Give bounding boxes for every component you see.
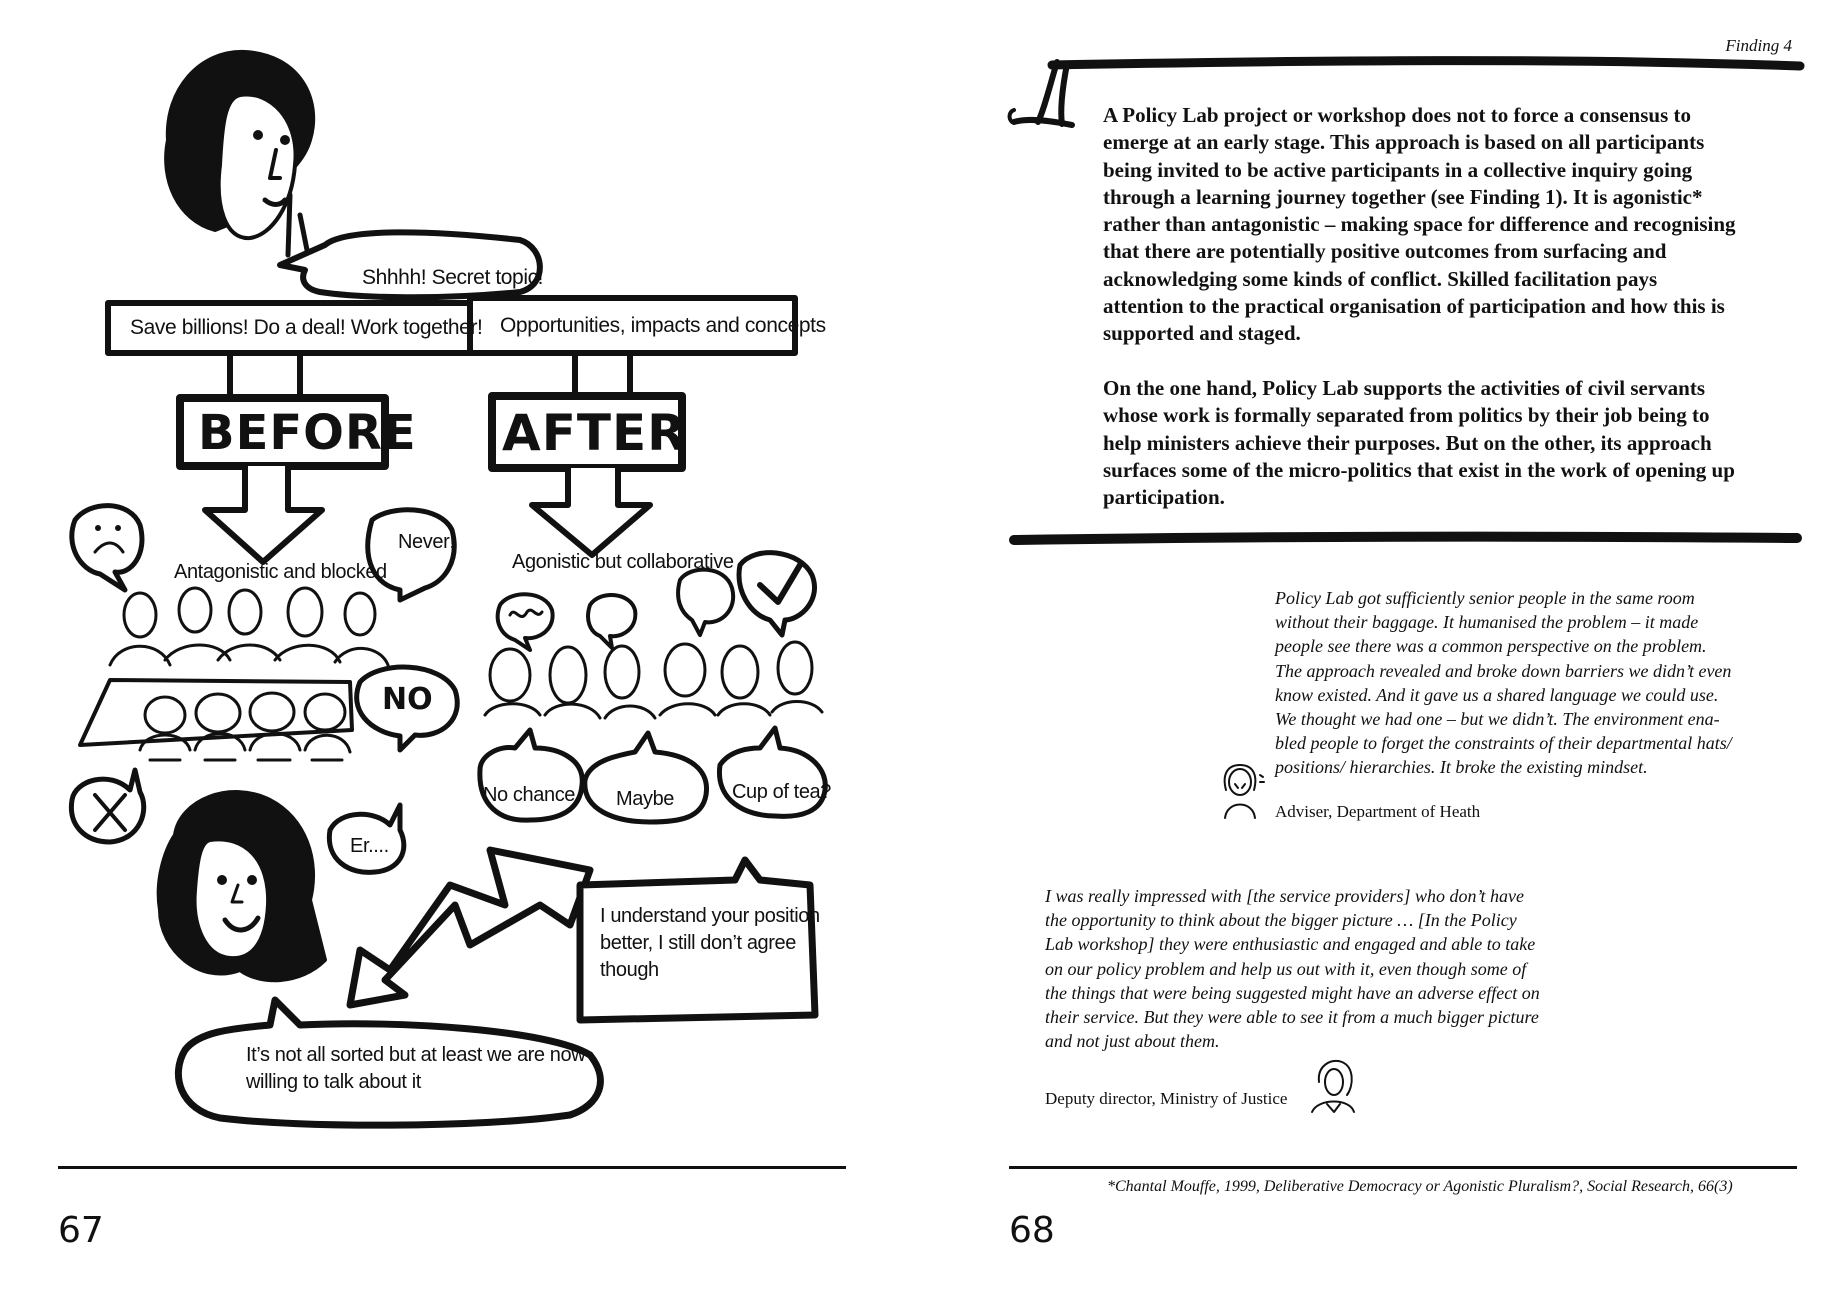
quote-line: bled people to forget the constraints of their departmental hats/ — [1275, 733, 1732, 754]
after-label: AFTER — [502, 404, 687, 462]
quote-line: people see there was a common perspective on the problem. — [1275, 636, 1707, 657]
quote-line: and not just about them. — [1045, 1031, 1220, 1052]
smile-bubble — [588, 595, 635, 648]
save-billions-label: Save billions! Do a deal! Work together! — [130, 316, 483, 339]
paragraph-2 — [1103, 375, 1735, 511]
quote-line: I was really impressed with [the service providers] who don’t have — [1045, 886, 1524, 906]
after-arrow — [532, 468, 650, 555]
text-line: A Policy Lab project or workshop does not to force a consensus to — [1103, 103, 1691, 127]
understand-line: I understand your position — [600, 905, 820, 927]
cup-of-tea-label: Cup of tea? — [732, 781, 832, 803]
text-line: whose work is formally separated from politics by their job being to — [1103, 403, 1710, 428]
antagonistic-label: Antagonistic and blocked — [174, 561, 387, 583]
no-chance-label: No chance — [483, 784, 576, 806]
right-page-rule — [1009, 1166, 1797, 1169]
quote-line: the opportunity to think about the bigger picture … [In the Policy — [1045, 910, 1517, 931]
text-line: attention to the practical organisation of participation and how this is — [1103, 294, 1725, 319]
shush-finger — [288, 195, 308, 255]
right-page-number: 68 — [1009, 1210, 1055, 1251]
before-label: BEFORE — [198, 405, 417, 461]
adviser-quote — [1275, 586, 1732, 780]
sad-bubble — [72, 506, 142, 590]
zigzag-arrow — [350, 850, 590, 1005]
quote-line: Lab workshop] they were enthusiastic and engaged and able to take — [1045, 934, 1536, 955]
before-arrow — [205, 466, 322, 562]
text-line: help ministers achieve their purposes. But on the other, its approach — [1103, 430, 1712, 455]
not-sorted-line: It’s not all sorted but at least we are now — [246, 1044, 586, 1066]
quote-line: We thought we had one – but we didn’t. The environment ena- — [1275, 709, 1720, 730]
footnote: *Chantal Mouffe, 1999, Deliberative Democracy or Agonistic Pluralism?, Social Research, 66(3) — [1107, 1178, 1733, 1195]
illustration — [0, 0, 922, 1297]
x-bubble — [71, 770, 143, 842]
happy-bubble — [678, 570, 733, 635]
text-line: acknowledging some kinds of conflict. Skilled facilitation pays — [1103, 266, 1658, 291]
agonistic-people — [490, 642, 812, 703]
text-line: being invited to be active participants in a collective inquiry going — [1103, 157, 1693, 182]
deputy-portrait-icon — [1312, 1061, 1354, 1112]
understand-line: though — [600, 959, 659, 981]
quote-line: Policy Lab got sufficiently senior people in the same room — [1275, 588, 1695, 608]
text-line: emerge at an early stage. This approach is based on all participants — [1103, 130, 1705, 155]
quote-line: positions/ hierarchies. It broke the existing mindset. — [1275, 757, 1648, 778]
bottom-woman-face — [195, 839, 269, 958]
no-label: NO — [382, 682, 433, 717]
squiggle-bubble — [498, 594, 553, 650]
text-line: rather than antagonistic – making space for difference and recognising — [1103, 212, 1736, 237]
not-sorted-text — [246, 1042, 585, 1096]
finding-header: Finding 4 — [1725, 36, 1792, 55]
quote-line: know existed. And it gave us a shared language we could use. — [1275, 684, 1719, 705]
never-label: Never! — [398, 531, 455, 553]
text-line: surfaces some of the micro-politics that exist in the work of opening up — [1103, 457, 1735, 482]
text-line: supported and staged. — [1103, 321, 1301, 346]
left-page-number: 67 — [58, 1210, 104, 1251]
text-line: participation. — [1103, 485, 1225, 510]
quote-line: their service. But they were able to see it from a much bigger picture — [1045, 1007, 1539, 1028]
right-page — [922, 0, 1845, 1297]
quote-line: on our policy problem and help us out with it, even though some of — [1045, 958, 1527, 979]
quote-line: the things that were being suggested might have an adverse effect on — [1045, 982, 1540, 1003]
er-label: Er.... — [350, 835, 389, 857]
never-bubble — [368, 510, 454, 600]
text-line: that there are potentially positive outcomes from surfacing and — [1103, 239, 1667, 264]
left-page — [0, 0, 922, 1297]
maybe-label: Maybe — [616, 788, 675, 810]
paragraph-1 — [1103, 102, 1736, 348]
opportunities-label: Opportunities, impacts and concepts — [500, 314, 826, 337]
antagonistic-people — [110, 588, 388, 665]
top-woman-face — [219, 94, 296, 238]
understand-line: better, I still don’t agree — [600, 932, 796, 954]
tick-bubble — [739, 553, 814, 635]
agonistic-label: Agonistic but collaborative — [512, 551, 734, 573]
left-page-rule — [58, 1166, 846, 1169]
quote-line: without their baggage. It humanised the problem – it made — [1275, 612, 1699, 633]
adviser-attribution: Adviser, Department of Heath — [1275, 802, 1481, 821]
text-line: On the one hand, Policy Lab supports the activities of civil servants — [1103, 376, 1706, 400]
not-sorted-line: willing to talk about it — [246, 1071, 421, 1093]
secret-topic-label: Shhhh! Secret topic! — [362, 266, 544, 289]
text-line: through a learning journey together (see Finding 1). It is agonistic* — [1103, 184, 1703, 209]
deputy-attribution: Deputy director, Ministry of Justice — [1045, 1089, 1288, 1108]
adviser-portrait-icon — [1225, 765, 1264, 818]
understand-text — [600, 903, 820, 984]
deputy-quote — [1045, 884, 1540, 1053]
quote-line: The approach revealed and broke down barriers we didn’t even — [1275, 660, 1732, 681]
